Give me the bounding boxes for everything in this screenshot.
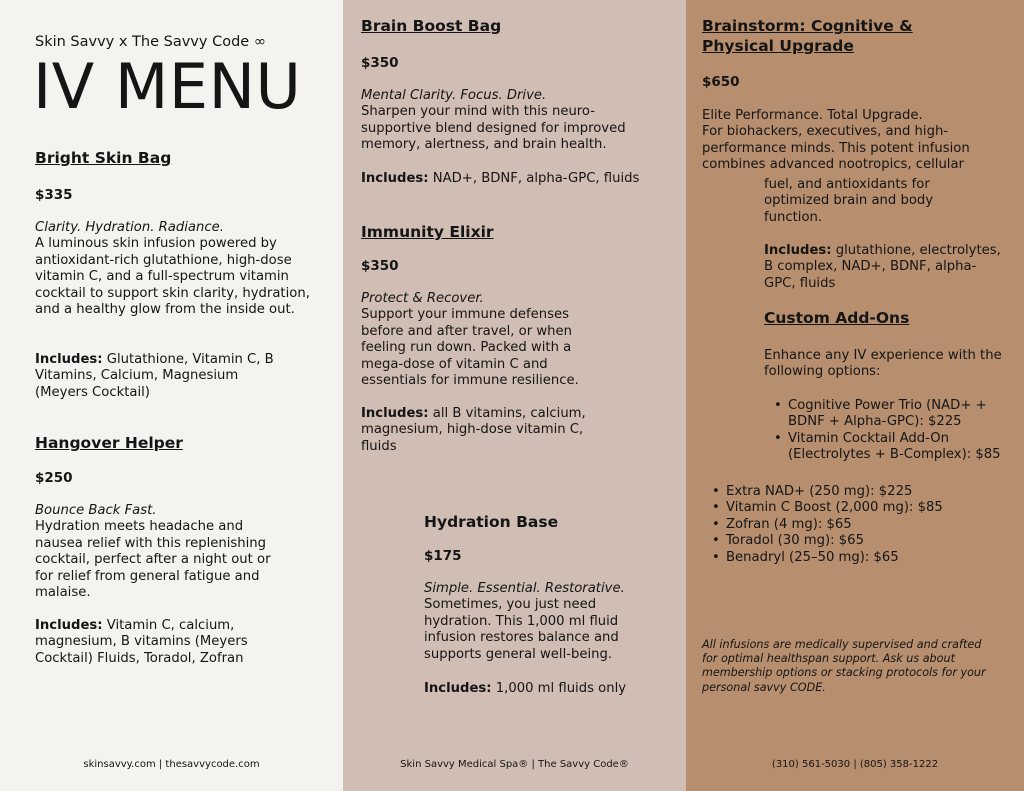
brain-boost-body	[361, 88, 661, 154]
bright-skin-title: Bright Skin Bag	[35, 149, 172, 167]
column-middle	[343, 0, 686, 791]
column-left	[0, 0, 343, 791]
list-item: • Cognitive Power Trio (NAD+ + BDNF + Alpha-GPC): $225	[772, 398, 1012, 431]
addons-options-list	[772, 398, 1012, 464]
bright-skin-includes-text: Glutathione, Vitamin C, B Vitamins, Calcium, Magnesium (Meyers Cocktail)	[35, 352, 274, 400]
immunity-tagline: Protect & Recover.	[361, 291, 484, 306]
brainstorm-includes	[764, 243, 1004, 292]
footer-phones: (310) 561-5030 | (805) 358-1222	[771, 759, 939, 770]
immunity-includes-text: all B vitamins, calcium, magnesium, high-dose vitamin C, fluids	[361, 406, 586, 454]
brand-text: Skin Savvy x The Savvy Code	[35, 34, 250, 50]
brand-line	[35, 34, 266, 50]
hydration-title: Hydration Base	[424, 513, 559, 531]
hydration-includes	[424, 681, 664, 697]
includes-label: Includes:	[35, 352, 103, 367]
brain-boost-title: Brain Boost Bag	[361, 17, 502, 35]
list-item: • Vitamin C Boost (2,000 mg): $85	[710, 500, 1000, 516]
hydration-includes-text: 1,000 ml fluids only	[495, 681, 627, 696]
hangover-tagline: Bounce Back Fast.	[35, 503, 157, 518]
hangover-body	[35, 503, 280, 601]
brainstorm-body	[702, 108, 1002, 174]
brainstorm-description-b: fuel, and antioxidants for optimized brain and body function.	[764, 177, 934, 225]
hangover-includes-text: Vitamin C, calcium, magnesium, B vitamins (Meyers Cocktail) Fluids, Toradol, Zofran	[35, 618, 248, 666]
immunity-body	[361, 291, 606, 389]
includes-label: Includes:	[764, 243, 832, 258]
bright-skin-body	[35, 220, 310, 318]
brain-boost-includes-text: NAD+, BDNF, alpha-GPC, fluids	[432, 171, 640, 186]
includes-label: Includes:	[361, 171, 429, 186]
hydration-tagline: Simple. Essential. Restorative.	[424, 581, 625, 596]
bright-skin-includes	[35, 352, 285, 401]
includes-label: Includes:	[35, 618, 103, 633]
brain-boost-price: $350	[361, 55, 399, 71]
supervision-note: All infusions are medically supervised and crafted for optimal healthspan support. Ask us about membership options or stacking protocols for your personal savvy CODE.	[702, 638, 986, 694]
brainstorm-description-a: For biohackers, executives, and high-performance minds. This potent infusion combines advanced nootropics, cellular	[702, 124, 970, 173]
immunity-title: Immunity Elixir	[361, 223, 494, 241]
addons-extras-list	[710, 484, 1000, 566]
hydration-price: $175	[424, 548, 462, 564]
brain-boost-description: Sharpen your mind with this neuro-supportive blend designed for improved memory, alertness, and brain health.	[361, 104, 626, 153]
immunity-includes	[361, 406, 621, 455]
hydration-description: Sometimes, you just need hydration. This 1,000 ml fluid infusion restores balance and supports general well-being.	[424, 597, 619, 662]
brainstorm-title: Brainstorm: Cognitive & Physical Upgrade	[702, 17, 913, 55]
list-item: • Toradol (30 mg): $65	[710, 533, 1000, 549]
bright-skin-description: A luminous skin infusion powered by antioxidant-rich glutathione, high-dose vitamin C, and a full-spectrum vitamin cocktail to support skin clarity, hydration, and a healthy glow from the inside out.	[35, 236, 310, 318]
brain-boost-tagline: Mental Clarity. Focus. Drive.	[361, 88, 547, 103]
brain-boost-includes	[361, 171, 671, 187]
hydration-body	[424, 581, 649, 663]
immunity-price: $350	[361, 258, 399, 274]
list-item: • Zofran (4 mg): $65	[710, 517, 1000, 533]
brainstorm-includes-text: glutathione, electrolytes, B complex, NAD+, BDNF, alpha-GPC, fluids	[764, 243, 1001, 291]
includes-label: Includes:	[424, 681, 492, 696]
hangover-price: $250	[35, 470, 73, 486]
page-title: IV MENU	[33, 50, 302, 123]
addons-title: Custom Add-Ons	[764, 309, 910, 327]
hangover-title: Hangover Helper	[35, 434, 183, 452]
list-item: • Benadryl (25–50 mg): $65	[710, 550, 1000, 566]
list-item: • Vitamin Cocktail Add-On (Electrolytes + B-Complex): $85	[772, 431, 1012, 464]
brainstorm-price: $650	[702, 74, 740, 90]
addons-intro: Enhance any IV experience with the following options:	[764, 348, 1002, 380]
bright-skin-tagline: Clarity. Hydration. Radiance.	[35, 220, 224, 235]
includes-label: Includes:	[361, 406, 429, 421]
list-item: • Extra NAD+ (250 mg): $225	[710, 484, 1000, 500]
hangover-includes	[35, 618, 280, 667]
hangover-description: Hydration meets headache and nausea relief with this replenishing cocktail, perfect after a night out or for relief from general fatigue and malaise.	[35, 519, 271, 601]
immunity-description: Support your immune defenses before and after travel, or when feeling run down. Packed with a mega-dose of vitamin C and essentials for immune resilience.	[361, 307, 579, 389]
brainstorm-tagline: Elite Performance. Total Upgrade.	[702, 108, 923, 123]
column-right	[686, 0, 1024, 791]
footer-company: Skin Savvy Medical Spa® | The Savvy Code®	[400, 759, 629, 770]
footer-websites: skinsavvy.com | thesavvycode.com	[83, 759, 260, 770]
bright-skin-price: $335	[35, 187, 73, 203]
infinity-icon: ∞	[253, 34, 266, 50]
